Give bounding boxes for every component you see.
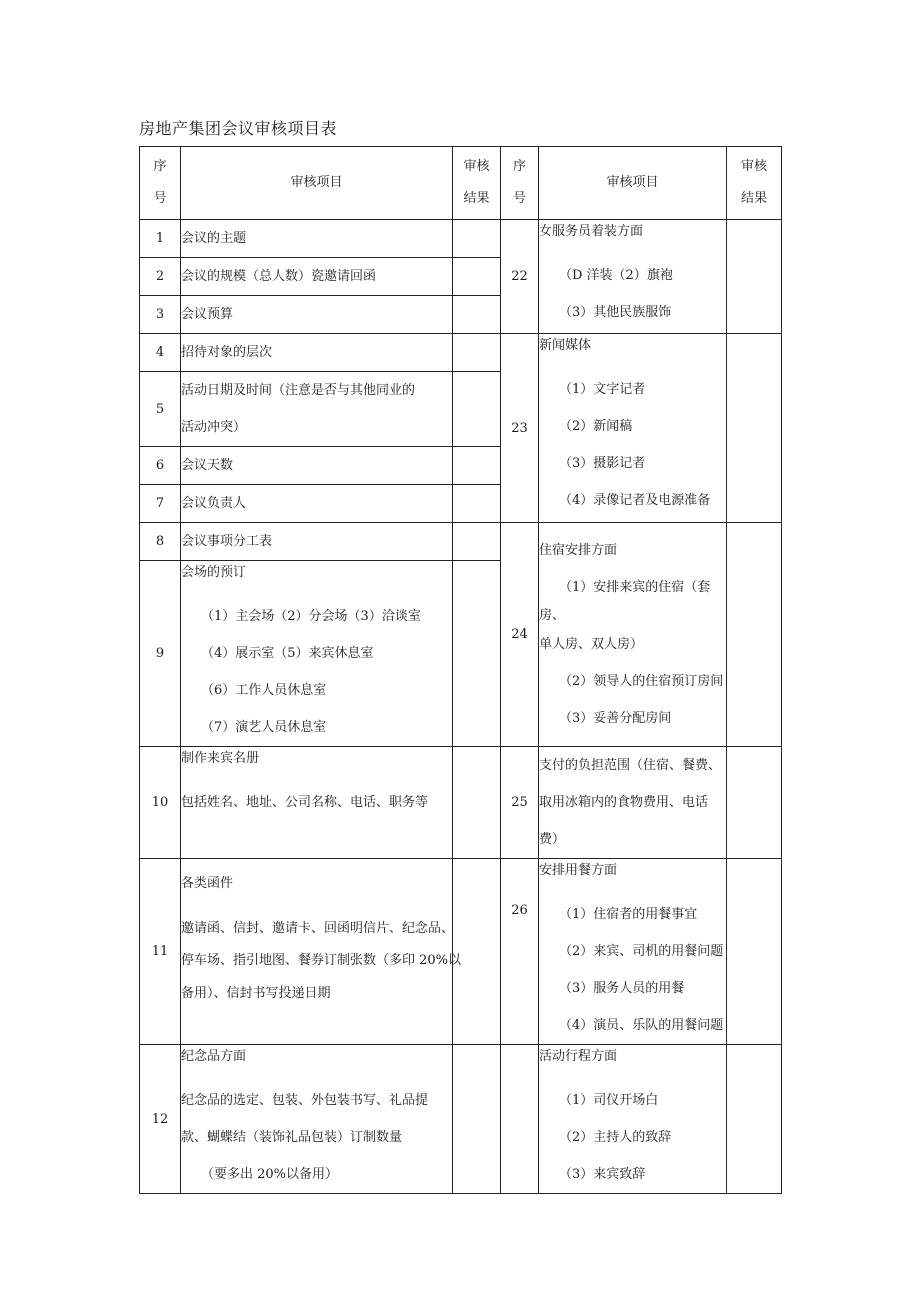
item-cell: 纪念品方面 纪念品的选定、包装、外包装书写、礼品提 款、蝴蝶结（装饰礼品包装）订制数量 （要多出 20%以备用） bbox=[181, 1045, 453, 1194]
row-number: 25 bbox=[501, 747, 539, 859]
header-result-right: 审核 结果 bbox=[727, 147, 782, 220]
header-item: 审核项目 bbox=[181, 147, 453, 220]
row-number: 2 bbox=[140, 258, 181, 296]
row-number: 3 bbox=[140, 296, 181, 334]
table-header-row bbox=[140, 147, 782, 220]
row-number: 8 bbox=[140, 523, 181, 561]
item-cell: 会议的规模（总人数）瓷邀请回函 bbox=[181, 258, 453, 296]
row-number: 11 bbox=[140, 859, 181, 1045]
row-number: 23 bbox=[501, 334, 539, 523]
item-cell: 招待对象的层次 bbox=[181, 334, 453, 372]
result-cell[interactable] bbox=[453, 258, 501, 296]
header-seq: 序 号 bbox=[140, 147, 181, 220]
result-cell[interactable] bbox=[727, 747, 782, 859]
table-row bbox=[140, 334, 782, 372]
table-row bbox=[140, 220, 782, 258]
row-number: 10 bbox=[140, 747, 181, 859]
result-cell[interactable] bbox=[453, 334, 501, 372]
item-cell: 安排用餐方面 （1）住宿者的用餐事宜 （2）来宾、司机的用餐问题 （3）服务人员的用餐 （4）演员、乐队的用餐问题 bbox=[539, 859, 727, 1045]
page-title: 房地产集团会议审核项目表 bbox=[139, 119, 338, 138]
item-cell: 新闻媒体 （1）文字记者 （2）新闻稿 （3）摄影记者 （4）录像记者及电源准备 bbox=[539, 334, 727, 523]
item-cell: 支付的负担范围（住宿、餐费、 取用冰箱内的食物费用、电话 费） bbox=[539, 747, 727, 859]
result-cell[interactable] bbox=[453, 220, 501, 258]
item-cell: 会议预算 bbox=[181, 296, 453, 334]
row-number: 6 bbox=[140, 447, 181, 485]
row-number: 4 bbox=[140, 334, 181, 372]
result-cell[interactable] bbox=[453, 523, 501, 561]
result-cell[interactable] bbox=[727, 859, 782, 1045]
row-number: 24 bbox=[501, 523, 539, 747]
table-row bbox=[140, 523, 782, 561]
result-cell[interactable] bbox=[453, 561, 501, 747]
result-cell[interactable] bbox=[453, 747, 501, 859]
item-cell: 会议事项分工表 bbox=[181, 523, 453, 561]
row-number: 1 bbox=[140, 220, 181, 258]
item-cell: 会场的预订 （1）主会场（2）分会场（3）洽谈室 （4）展示室（5）来宾休息室 （6）工作人员休息室 （7）演艺人员休息室 bbox=[181, 561, 453, 747]
table-row bbox=[140, 859, 782, 1045]
item-cell: 会议负责人 bbox=[181, 485, 453, 523]
result-cell[interactable] bbox=[727, 220, 782, 334]
result-cell[interactable] bbox=[453, 859, 501, 1045]
row-number: 22 bbox=[501, 220, 539, 334]
table-row bbox=[140, 1045, 782, 1194]
result-cell[interactable] bbox=[453, 372, 501, 447]
item-cell: 会议的主题 bbox=[181, 220, 453, 258]
header-seq-right: 序 号 bbox=[501, 147, 539, 220]
result-cell[interactable] bbox=[453, 485, 501, 523]
result-cell[interactable] bbox=[727, 523, 782, 747]
result-cell[interactable] bbox=[453, 1045, 501, 1194]
item-cell: 女服务员着装方面 （D 洋装（2）旗袍 （3）其他民族服饰 bbox=[539, 220, 727, 334]
result-cell[interactable] bbox=[727, 1045, 782, 1194]
row-number: 7 bbox=[140, 485, 181, 523]
header-item-right: 审核项目 bbox=[539, 147, 727, 220]
item-cell: 会议天数 bbox=[181, 447, 453, 485]
item-cell: 制作来宾名册 包括姓名、地址、公司名称、电话、职务等 bbox=[181, 747, 453, 859]
item-cell: 活动行程方面 （1）司仪开场白 （2）主持人的致辞 （3）来宾致辞 bbox=[539, 1045, 727, 1194]
table-row bbox=[140, 747, 782, 859]
header-result: 审核 结果 bbox=[453, 147, 501, 220]
row-number: 9 bbox=[140, 561, 181, 747]
row-number: 5 bbox=[140, 372, 181, 447]
item-cell: 活动日期及时间（注意是否与其他同业的 活动冲突） bbox=[181, 372, 453, 447]
review-table bbox=[139, 146, 782, 1194]
row-number: 26 bbox=[501, 859, 539, 1045]
result-cell[interactable] bbox=[453, 447, 501, 485]
item-cell: 各类函件 邀请函、信封、邀请卡、回函明信片、纪念品、 停车场、指引地图、餐券订制张数（多印 20%以 备用）、信封书写投递日期 bbox=[181, 859, 453, 1045]
result-cell[interactable] bbox=[453, 296, 501, 334]
row-number-empty bbox=[501, 1045, 539, 1194]
result-cell[interactable] bbox=[727, 334, 782, 523]
row-number: 12 bbox=[140, 1045, 181, 1194]
item-cell: 住宿安排方面 （1）安排来宾的住宿（套 房、 单人房、双人房） （2）领导人的住宿预订房间 （3）妥善分配房间 bbox=[539, 523, 727, 747]
